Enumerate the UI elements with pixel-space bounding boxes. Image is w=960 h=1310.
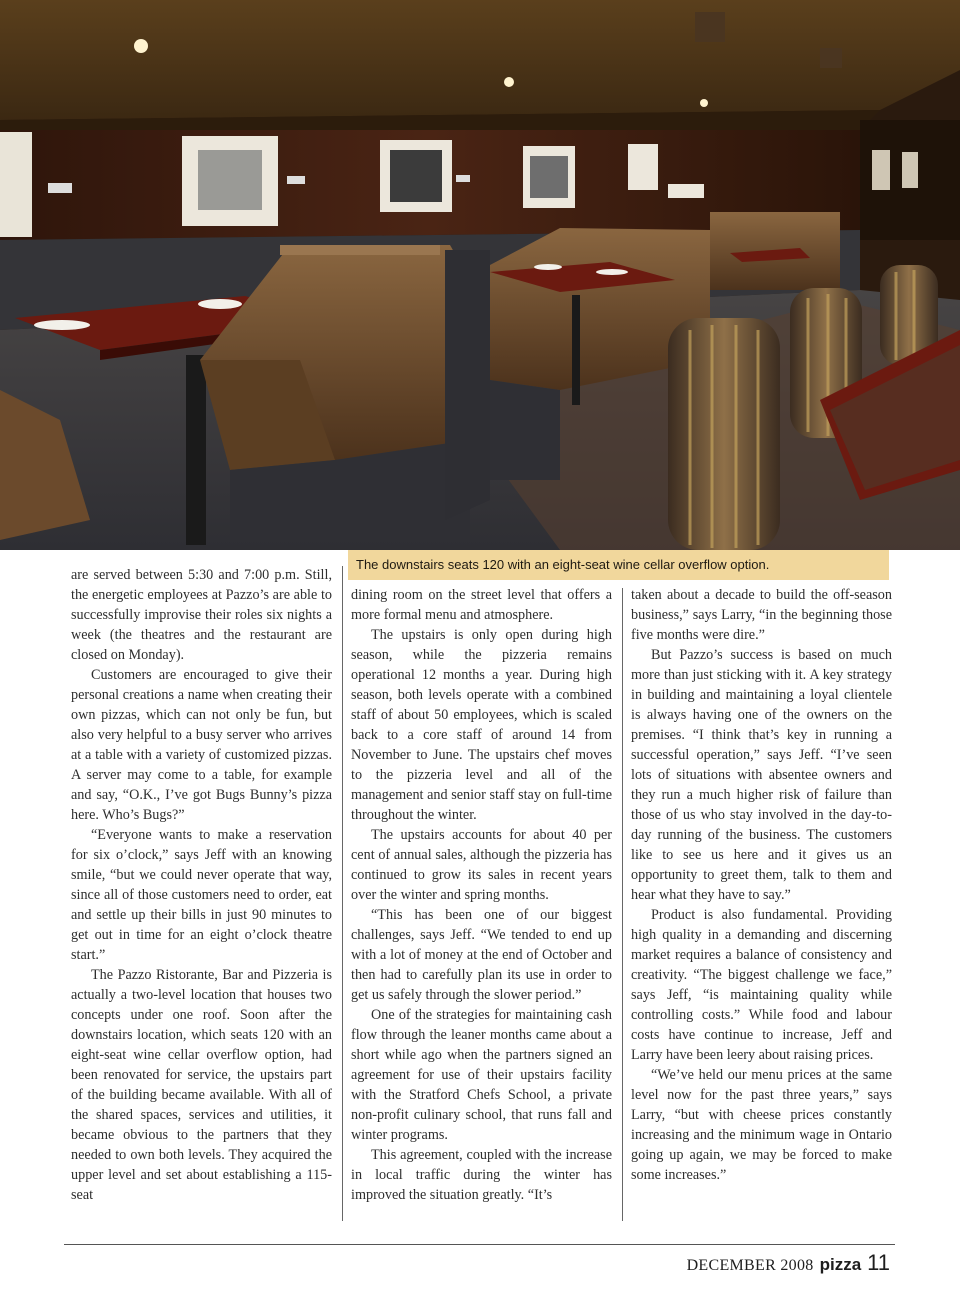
restaurant-dining-room-photo-icon [0,0,960,550]
paragraph: dining room on the street level that offers a more formal menu and atmosphere. [351,587,612,623]
article-column-1 [71,565,332,1205]
paragraph: One of the strategies for maintaining cash flow through the leaner months came about a short while ago when the partners signed an agreement for use of their upstairs facility with the Stratford Chefs School, a private non-profit culinary school, that runs fall and winter programs. [351,1007,612,1143]
photo-caption: The downstairs seats 120 with an eight-seat wine cellar overflow option. [348,550,889,580]
paragraph: are served between 5:30 and 7:00 p.m. Still, the energetic employees at Pazzo’s are able to successfully improvise their roles six nights a week (the theatres and the restaurant are closed on Monday). [71,567,332,663]
article-column-2 [351,585,612,1205]
footer-rule [64,1244,895,1245]
article-column-3 [631,585,892,1185]
column-divider [342,566,343,1221]
paragraph: taken about a decade to build the off-season business,” says Larry, “in the beginning those five months were dire.” [631,587,892,643]
column-divider [622,588,623,1221]
paragraph: “Everyone wants to make a reservation for six o’clock,” says Jeff with an knowing smile, “but we could never operate that way, since all of those customers need to order, eat and settle up their bills in just 90 minutes to get out in time for an eight o’clock theatre start.” [71,827,332,963]
issue-date: DECEMBER 2008 [686,1257,814,1274]
paragraph: The upstairs is only open during high season, while the pizzeria remains operational 12 months a year. During high season, both levels operate with a combined staff of about 50 employees, which is scaled back to a core staff of around 14 from November to June. The upstairs chef moves to the pizzeria level and all of the management and senior staff stay on full-time throughout the winter. [351,627,612,823]
paragraph: Customers are encouraged to give their personal creations a name when creating their own pizzas, which can not only be fun, but also very helpful to a busy server who arrives at a table with a variety of customized pizzas. A server may come to a table, for example and say, “O.K., I’ve got Bugs Bunny’s pizza here. Who’s Bugs?” [71,667,332,823]
magazine-name: pizza [819,1255,862,1274]
page-folio [687,1250,890,1280]
paragraph: Product is also fundamental. Providing high quality in a demanding and discerning market requires a balance of consistency and creativity. “The biggest challenge we face,” says Jeff, “is maintaining quality while controlling costs.” While food and labour costs have continue to increase, Jeff and Larry have been leery about raising prices. [631,907,892,1063]
paragraph: The Pazzo Ristorante, Bar and Pizzeria is actually a two-level location that houses two concepts under one roof. Soon after the downstairs location, which seats 120 with an eight-seat wine cellar overflow option, had been renovated for service, the upstairs part of the building became available. With all of the shared spaces, services and utilities, it became obvious to the partners that they needed to own both levels. They acquired the upper level and set about establishing a 115-seat [71,967,332,1203]
paragraph: The upstairs accounts for about 40 per cent of annual sales, although the pizzeria has continued to grow its sales in recent years over the winter and spring months. [351,827,612,903]
paragraph: “This has been one of our biggest challenges, says Jeff. “We tended to end up with a lot of money at the end of October and then had to carefully plan its use in order to get us safely through the slower period.” [351,907,612,1003]
paragraph: “We’ve held our menu prices at the same level now for the past three years,” says Larry, “but with cheese prices constantly increasing and the minimum wage in Ontario going up again, we may be forced to make some increases.” [631,1067,892,1183]
page-number: 11 [867,1250,890,1275]
paragraph: This agreement, coupled with the increase in local traffic during the winter has improved the situation greatly. “It’s [351,1147,612,1203]
restaurant-photo [0,0,960,550]
paragraph: But Pazzo’s success is based on much more than just sticking with it. A key strategy in building and maintaining a loyal clientele is always having one of the owners on the premises. “I think that’s key in running a successful operation,” says Jeff. “I’ve seen lots of situations with absentee owners and they run a much higher risk of failure than those of us who stay involved in the day-to-day running of the business. The customers like to see us here and it gives us an opportunity to greet them, talk to them and hear what they have to say.” [631,647,892,903]
